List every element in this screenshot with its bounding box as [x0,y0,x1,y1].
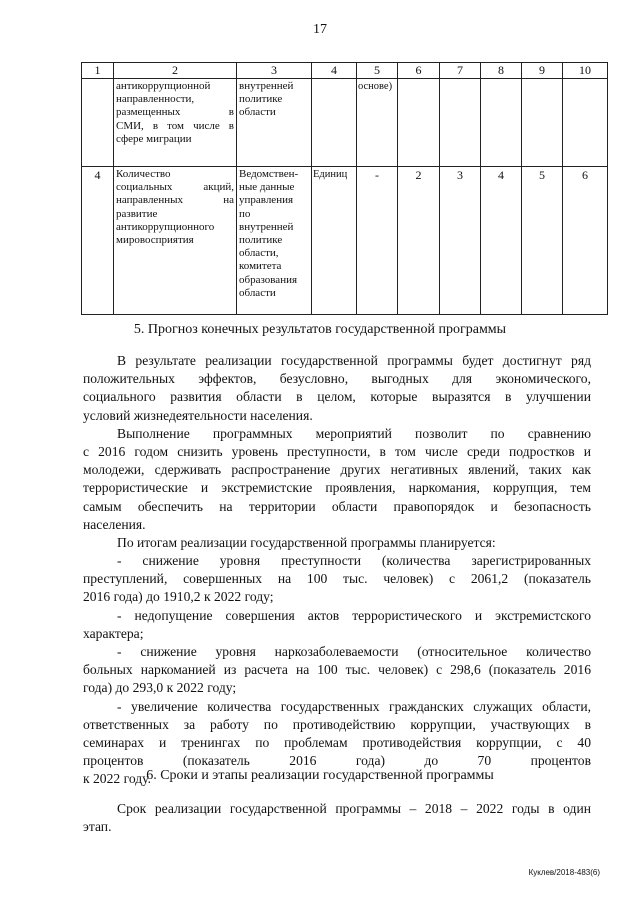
cell-line: политике [239,234,283,247]
page-number: 17 [313,22,327,37]
text-line: характера; [83,625,144,641]
header-cell: 5 [357,63,398,79]
text-line: населения. [83,516,146,532]
text-line: Выполнение программных мероприятий позволит по сравнению [117,425,591,441]
col10-cell: 6 [563,167,608,315]
col6-cell: 2 [398,167,440,315]
cell-line: политике [239,93,283,106]
text-line: 2016 года) до 1910,2 к 2022 году; [83,589,274,605]
document-code: Куклев/2018-483(6) [528,868,600,877]
col5-cell: - [357,167,398,315]
col7-cell: 3 [440,167,481,315]
cell-line: по [239,207,251,220]
cell-line: управления [239,194,294,207]
row-number-cell: 4 [82,167,114,315]
text-line: молодежи, сдерживать распространение других негативных явлений, таких как [83,462,591,478]
row-number-cell [82,79,114,167]
text-line: процентов (показатель 2016 года) до 70 процентов [83,753,591,769]
cell-line: образования [239,273,298,286]
text-line: Срок реализации государственной программы – 2018 – 2022 годы в один [117,801,591,816]
cell-line: ные данные [239,181,295,194]
cell-line: внутренней [239,80,294,92]
col8-cell [481,79,522,167]
header-cell: 9 [522,63,563,79]
header-cell: 6 [398,63,440,79]
col9-cell: 5 [522,167,563,315]
text-line: террористические и экстремистские проявления, наркомания, коррупция, тем [83,480,591,496]
table-row [82,167,608,315]
cell-line: развитие [116,207,158,220]
text-line: - снижение уровня наркозаболеваемости (относительное количество [117,644,591,659]
col9-cell [522,79,563,167]
section-6-body [83,800,591,836]
text-line: - недопущение совершения актов террористического и экстремистского [117,607,591,623]
text-line: преступлений, совершенных на 100 тыс. человек) с 2061,2 (показатель [83,571,591,587]
text-line: года) до 293,0 к 2022 году; [83,680,237,696]
section-5-body [83,352,591,789]
text-line: условий жизнедеятельности населения. [83,407,313,423]
indicators-table [81,62,608,315]
cell-line: антикоррупционной [116,80,211,92]
col6-cell [398,79,440,167]
header-cell: 3 [237,63,312,79]
text-line: к 2022 году. [83,771,151,787]
text-line: - увеличение количества государственных гражданских служащих области, [117,698,591,714]
cell-line: области [239,286,276,299]
cell-line: области [239,106,276,119]
col7-cell [440,79,481,167]
section-6-heading: 6. Сроки и этапы реализации государственной программы [146,768,494,783]
cell-line: направленности, [116,93,195,106]
cell-line: мировосприятия [116,234,194,247]
cell-line: Количество [116,168,171,180]
text-line: этап. [83,819,112,835]
source-cell [237,79,312,167]
text-line: - снижение уровня преступности (количества зарегистрированных [117,553,591,569]
text-line: с 2016 годом снизить уровень преступности, в том числе среди подростков и [83,443,591,459]
table-row [82,79,608,167]
cell-line: направленных на [116,194,234,207]
text-line: социального развития области в целом, которые выразятся в улучшении [83,389,591,405]
header-cell: 1 [82,63,114,79]
text-line: семинарах и тренингах по проблемам противодействия коррупции, с 40 [83,734,591,750]
cell-line: сфере миграции [116,132,192,145]
header-cell: 7 [440,63,481,79]
text-line: ответственных за работу по противодействию коррупции, участвующих в [83,716,591,732]
text-line: самым обеспечить на территории области правопорядок и безопасность [83,498,591,514]
header-cell: 2 [114,63,237,79]
text-line: положительных эффектов, безусловно, выгодных для экономического, [83,371,591,387]
cell-line: антикоррупционного [116,220,215,233]
source-cell [237,167,312,315]
cell-line: комитета [239,260,282,273]
text-line: По итогам реализации государственной программы планируется: [117,534,496,550]
indicator-name-cell [114,79,237,167]
cell-line: области, [239,247,279,260]
cell-line: внутренней [239,220,294,233]
col10-cell [563,79,608,167]
unit-cell [312,79,357,167]
section-5-heading: 5. Прогноз конечных результатов государственной программы [133,322,507,337]
unit-cell: Единиц [312,167,357,315]
text-line: В результате реализации государственной программы будет достигнут ряд [117,353,591,368]
header-cell: 10 [563,63,608,79]
header-cell: 4 [312,63,357,79]
indicator-name-cell [114,167,237,315]
cell-line: СМИ, в том числе в [116,119,234,132]
col5-cell: основе) [357,79,398,167]
cell-line: социальных акций, [116,181,234,194]
text-line: больных наркоманией из расчета на 100 тыс. человек) с 298,6 (показатель 2016 [83,662,591,678]
header-cell: 8 [481,63,522,79]
cell-line: Ведомствен- [239,168,299,180]
col8-cell: 4 [481,167,522,315]
table-header-row [82,63,608,79]
cell-line: размещенных в [116,106,234,119]
